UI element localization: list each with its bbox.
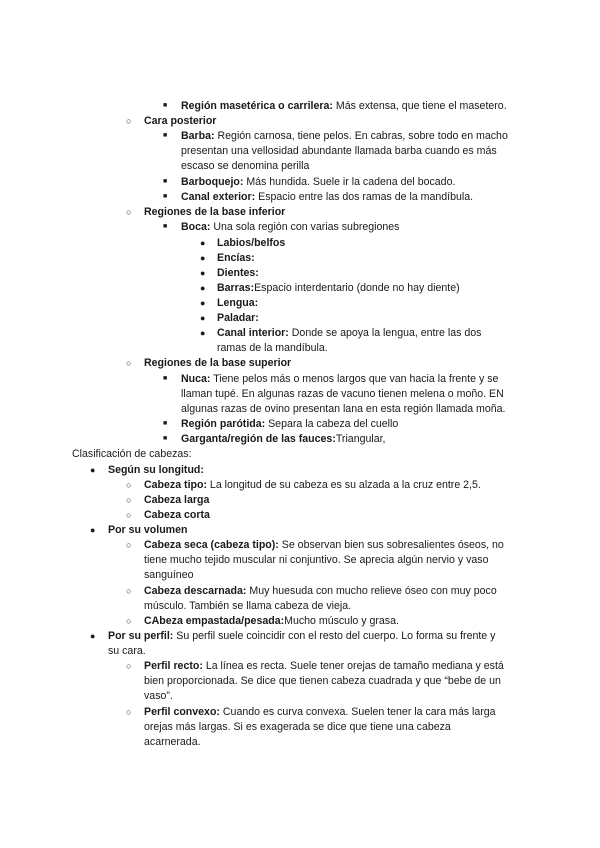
list-item: Cabeza tipo: La longitud de su cabeza es su alzada a la cruz entre 2,5. [144, 479, 481, 491]
list-item: Región parótida: Separa la cabeza del cuello [181, 418, 399, 430]
list-item: Por su perfil: Su perfil suele coincidir con el resto del cuerpo. Lo forma su frente y [108, 630, 496, 642]
square-bullet-icon: ■ [163, 193, 168, 200]
list-item: Barba: Región carnosa, tiene pelos. En cabras, sobre todo en macho [181, 130, 508, 142]
bullet-icon: ● [200, 268, 206, 278]
list-item: Boca: Una sola región con varias subregiones [181, 221, 400, 233]
text-line: sanguíneo [144, 569, 194, 581]
text-line: ramas de la mandíbula. [217, 342, 328, 354]
list-item: Cabeza larga [144, 494, 210, 506]
bullet-icon: ● [90, 525, 96, 535]
bullet-icon: ● [200, 298, 206, 308]
list-item: Labios/belfos [217, 237, 286, 249]
list-item: Nuca: Tiene pelos más o menos largos que van hacia la frente y se [181, 373, 499, 385]
list-item: Barboquejo: Más hundida. Suele ir la cadena del bocado. [181, 176, 456, 188]
circle-bullet-icon: ○ [126, 661, 132, 671]
list-item: Regiones de la base inferior [144, 206, 286, 218]
list-item: CAbeza empastada/pesada:Mucho músculo y grasa. [144, 615, 399, 627]
list-item: Cabeza seca (cabeza tipo): Se observan bien sus sobresalientes óseos, no [144, 539, 504, 551]
circle-bullet-icon: ○ [126, 495, 132, 505]
bullet-icon: ● [90, 465, 96, 475]
square-bullet-icon: ■ [163, 435, 168, 442]
list-item: Encías: [217, 252, 255, 264]
text-line: algunas razas de ovino presentan lana en esta región llamada moña. [181, 403, 506, 415]
circle-bullet-icon: ○ [126, 586, 132, 596]
list-item: Canal interior: Donde se apoya la lengua, entre las dos [217, 327, 482, 339]
circle-bullet-icon: ○ [126, 616, 132, 626]
bullet-icon: ● [200, 238, 206, 248]
section-heading: Clasificación de cabezas: [72, 448, 192, 460]
text-line: acarnerada. [144, 736, 201, 748]
circle-bullet-icon: ○ [126, 116, 132, 126]
square-bullet-icon: ■ [163, 375, 168, 382]
circle-bullet-icon: ○ [126, 207, 132, 217]
list-item: Cara posterior [144, 115, 217, 127]
text-line: tiene mucho tejido muscular ni conjuntivo. Se aprecia algún nervio y vaso [144, 554, 489, 566]
circle-bullet-icon: ○ [126, 510, 132, 520]
circle-bullet-icon: ○ [126, 358, 132, 368]
text-line: escaso se denomina perilla [181, 160, 310, 172]
list-item: Cabeza descarnada: Muy huesuda con mucho relieve óseo con muy poco [144, 585, 497, 597]
bullet-icon: ● [200, 313, 206, 323]
square-bullet-icon: ■ [163, 420, 168, 427]
list-item: Cabeza corta [144, 509, 210, 521]
list-item: Paladar: [217, 312, 259, 324]
list-item: Canal exterior: Espacio entre las dos ramas de la mandíbula. [181, 191, 474, 203]
list-item: Regiones de la base superior [144, 357, 292, 369]
text-line: músculo. También se llama cabeza de vieja. [144, 600, 352, 612]
square-bullet-icon: ■ [163, 223, 168, 230]
list-item: Dientes: [217, 267, 259, 279]
text-line: presentan una vellosidad abundante llamada barba cuando es más [181, 145, 497, 157]
list-item: Barras:Espacio interdentario (donde no hay diente) [217, 282, 460, 294]
circle-bullet-icon: ○ [126, 707, 132, 717]
list-item: Perfil recto: La línea es recta. Suele tener orejas de tamaño mediana y está [144, 660, 504, 672]
square-bullet-icon: ■ [163, 132, 168, 139]
bullet-icon: ● [90, 631, 96, 641]
square-bullet-icon: ■ [163, 178, 168, 185]
bullet-icon: ● [200, 253, 206, 263]
list-item: Según su longitud: [108, 464, 204, 476]
list-item: Lengua: [217, 297, 259, 309]
list-item: Por su volumen [108, 524, 188, 536]
list-item: Garganta/región de las fauces:Triangular, [181, 433, 386, 445]
text-line: llaman tupé. En algunas razas de vacuno tienen melena o moño. EN [181, 388, 504, 400]
circle-bullet-icon: ○ [126, 540, 132, 550]
list-item: Región masetérica o carrilera: Más extensa, que tiene el masetero. [181, 100, 507, 112]
bullet-icon: ● [200, 283, 206, 293]
bullet-icon: ● [200, 328, 206, 338]
text-line: vaso”. [144, 690, 173, 702]
circle-bullet-icon: ○ [126, 480, 132, 490]
text-line: bien proporcionada. Se dice que tienen cabeza cuadrada y que “bebe de un [144, 675, 501, 687]
text-line: orejas más largas. Si es exagerada se dice que tiene una cabeza [144, 721, 451, 733]
text-line: su cara. [108, 645, 146, 657]
square-bullet-icon: ■ [163, 102, 168, 109]
list-item: Perfil convexo: Cuando es curva convexa. Suelen tener la cara más larga [144, 706, 496, 718]
